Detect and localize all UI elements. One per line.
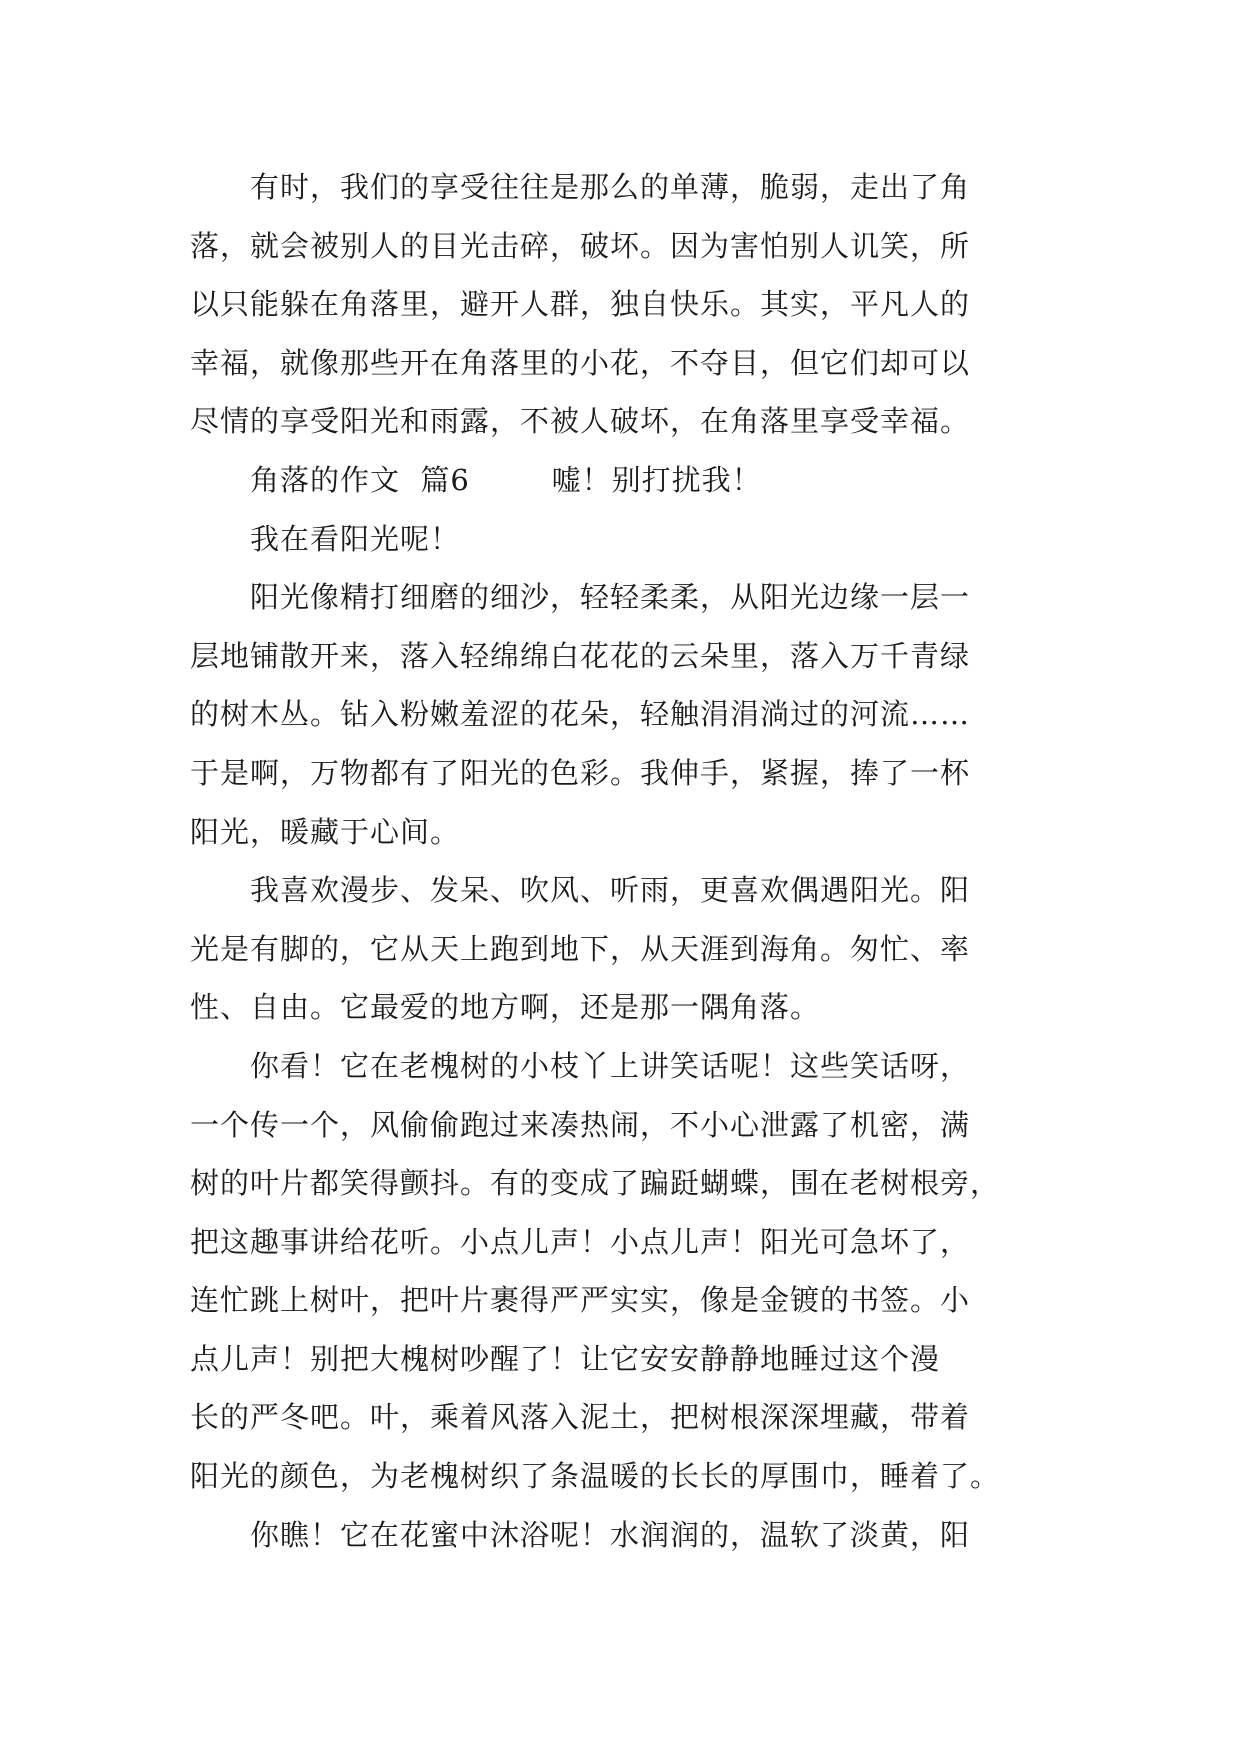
text-line: 你看！它在老槐树的小枝丫上讲笑话呢！这些笑话呀，: [250, 1048, 971, 1083]
text-line: 落，就会被别人的目光击碎，破坏。因为害怕别人讥笑，所: [190, 228, 971, 263]
text-line: 有时，我们的享受往往是那么的单薄，脆弱，走出了角: [250, 170, 971, 204]
text-line: 阳光像精打细磨的细沙，轻轻柔柔，从阳光边缘一层一: [250, 580, 971, 615]
text-line: 我喜欢漫步、发呆、吹风、听雨，更喜欢偶遇阳光。阳: [250, 873, 971, 908]
text-line: 尽情的享受阳光和雨露，不被人破坏，在角落里享受幸福。: [190, 404, 971, 439]
text-line: 的树木丛。钻入粉嫩羞涩的花朵，轻触涓涓淌过的河流……: [190, 697, 971, 732]
text-line: 你瞧！它在花蜜中沐浴呢！水润润的，温软了淡黄，阳: [250, 1517, 971, 1552]
text-line: 我在看阳光呢！: [250, 521, 461, 556]
text-line: 阳光，暖藏于心间。: [190, 814, 461, 849]
text-line: 于是啊，万物都有了阳光的色彩。我伸手，紧握，捧了一杯: [190, 755, 971, 790]
text-line: 一个传一个，风偷偷跑过来凑热闹，不小心泄露了机密，满: [190, 1107, 971, 1142]
document-body: [190, 158, 1060, 1564]
text-line: 把这趣事讲给花听。小点儿声！小点儿声！阳光可急坏了，: [190, 1224, 971, 1259]
text-line: 长的严冬吧。叶，乘着风落入泥土，把树根深深埋藏，带着: [190, 1400, 971, 1435]
text-line: 幸福，就像那些开在角落里的小花，不夺目，但它们却可以: [190, 345, 971, 380]
text-line: 树的叶片都笑得颤抖。有的变成了蹁跹蝴蝶，围在老树根旁，: [190, 1166, 1001, 1201]
text-line: 光是有脚的，它从天上跑到地下，从天涯到海角。匆忙、率: [190, 931, 971, 966]
text-line: 性、自由。它最爱的地方啊，还是那一隅角落。: [190, 990, 821, 1025]
text-line: 阳光的颜色，为老槐树织了条温暖的长长的厚围巾，睡着了。: [190, 1459, 1001, 1494]
text-line: 层地铺散开来，落入轻绵绵白花花的云朵里，落入万千青绿: [190, 638, 971, 673]
text-line: 以只能躲在角落里，避开人群，独自快乐。其实，平凡人的: [190, 287, 971, 322]
text-line: 连忙跳上树叶，把叶片裹得严严实实，像是金镀的书签。小: [190, 1283, 971, 1318]
text-line: 点儿声！别把大槐树吵醒了！让它安安静静地睡过这个漫: [190, 1341, 941, 1376]
section-heading: 角落的作文 篇6 嘘！别打扰我！: [250, 462, 762, 497]
